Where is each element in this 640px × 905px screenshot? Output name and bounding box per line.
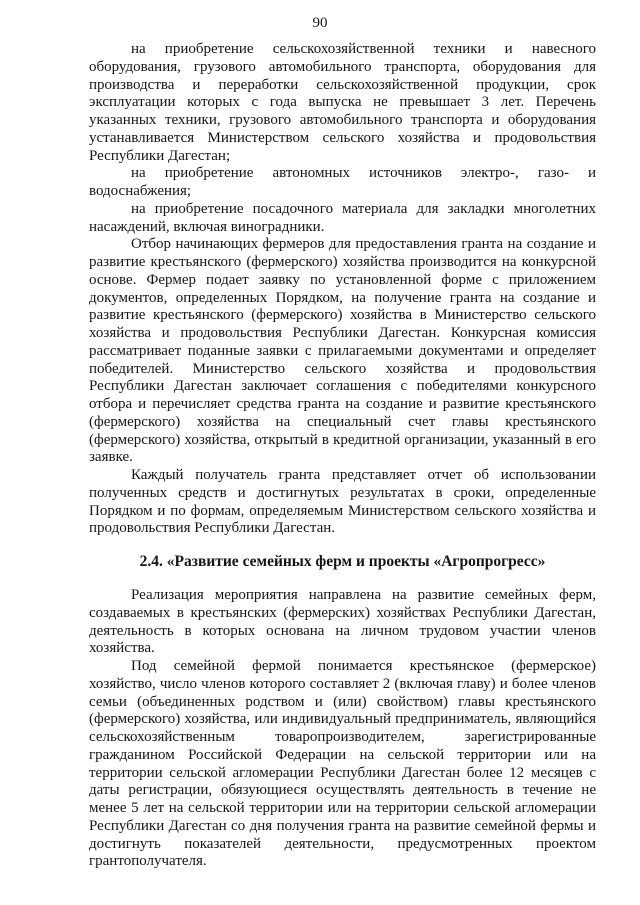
page-number: 90 xyxy=(312,15,328,31)
paragraph-utilities: на приобретение автономных источников электро-, газо- и водоснабжения; xyxy=(89,165,596,199)
document-body xyxy=(89,41,596,871)
paragraph-machinery: на приобретение сельскохозяйственной техники и навесного оборудования, грузового автомобильного транспорта, оборудования для производства и переработки сельскохозяйственной продукции, срок эксплуатации которых с года выпуска не превышает 3 лет. Перечень указанных техники, грузового автомобильного транспорта и оборудования устанавливается Министерством сельского хозяйства и продовольствия Республики Дагестан; xyxy=(89,41,596,164)
paragraph-planting: на приобретение посадочного материала для закладки многолетних насаждений, включая виноградники. xyxy=(89,200,596,235)
paragraph-selection: Отбор начинающих фермеров для предоставления гранта на создание и развитие крестьянского (фермерского) хозяйства производится на конкурсной основе. Фермер подает заявку по установленной форме с приложением документов, определенных Порядком, на получение гранта на создание и развитие крестьянского (фермерского) хозяйства в Министерство сельского хозяйства и продовольствия Республики Дагестан. Конкурсная комиссия рассматривает поданные заявки с прилагаемыми документами и определяет победителей. Министерство сельского хозяйства и продовольствия Республики Дагестан заключает соглашения с победителями конкурсного отбора и перечисляет средства гранта на создание и развитие крестьянского (фермерского) хозяйства на специальный счет главы крестьянского (фермерского) хозяйства, открытый в кредитной организации, указанный в его заявке. xyxy=(89,236,596,466)
section-heading: 2.4. «Развитие семейных ферм и проекты «Агропрогресс» xyxy=(139,553,546,570)
paragraph-implementation: Реализация мероприятия направлена на развитие семейных ферм, создаваемых в крестьянских (фермерских) хозяйствах Республики Дагестан, деятельность в которых основана на личном трудовом участии членов хозяйства. xyxy=(89,587,596,657)
paragraph-family-farm-definition: Под семейной фермой понимается крестьянское (фермерское) хозяйство, число членов которого составляет 2 (включая главу) и более членов семьи (объединенных родством и (или) свойством) главы крестьянского (фермерского) хозяйства, или индивидуальный предприниматель, являющийся сельскохозяйственным товаропроизводителем, зарегистрированные гражданином Российской Федерации на сельской территории или на территории сельской агломерации Республики Дагестан более 12 месяцев с даты регистрации, обязующиеся осуществлять деятельность в течение не менее 5 лет на сельской территории или на территории сельской агломерации Республики Дагестан со дня получения гранта на развитие семейной фермы и достигнуть показателей деятельности, предусмотренных проектом грантополучателя. xyxy=(89,658,596,870)
paragraph-report: Каждый получатель гранта представляет отчет об использовании полученных средств и достигнутых результатах в сроки, определенные Порядком и по формам, определяемым Министерством сельского хозяйства и продовольствия Республики Дагестан. xyxy=(89,467,596,537)
